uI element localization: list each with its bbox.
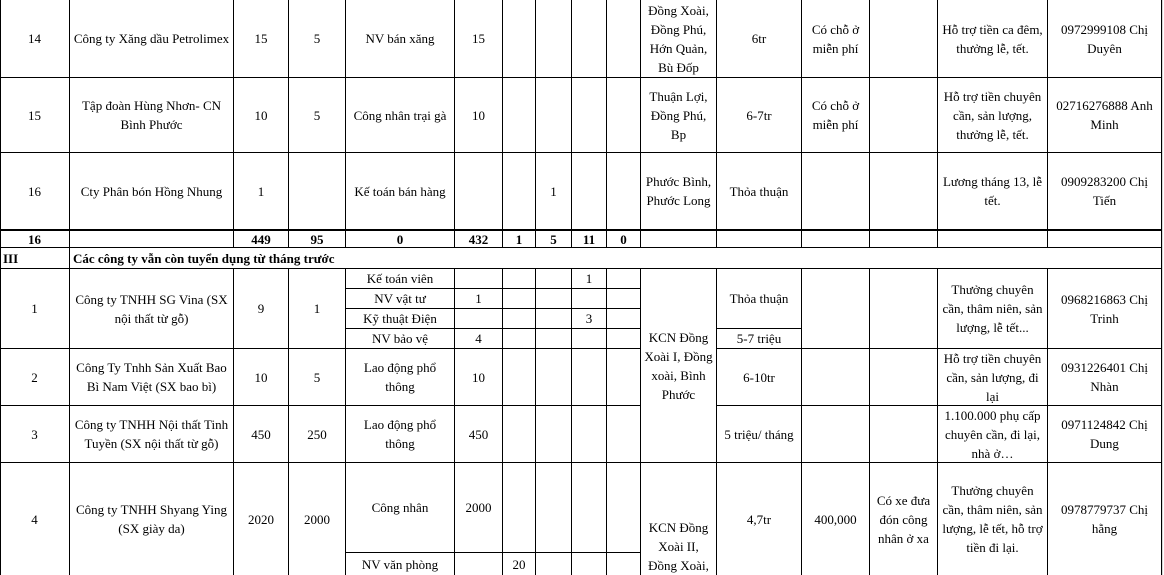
s1-col4-4 <box>607 329 641 349</box>
row15-contact: 02716276888 Anh Minh <box>1048 78 1162 153</box>
s3-col1 <box>503 406 536 463</box>
row15-col4 <box>607 78 641 153</box>
s1-qty-4: 4 <box>455 329 503 349</box>
s3-housing <box>802 406 870 463</box>
s2-qty: 10 <box>455 349 503 406</box>
s1-col2-1 <box>536 269 572 289</box>
s4-col2-2 <box>536 553 572 575</box>
row15-total: 10 <box>234 78 289 153</box>
s1-col3-3: 3 <box>572 309 607 329</box>
row16-contact: 0909283200 Chị Tiến <box>1048 153 1162 230</box>
s1-salary: Thỏa thuận <box>717 269 802 329</box>
s2-col1 <box>503 349 536 406</box>
s1-contact: 0968216863 Chị Trinh <box>1048 269 1162 349</box>
row14-housing: Có chỗ ở miễn phí <box>802 0 870 78</box>
s1-benefit: Thưởng chuyên cần, thâm niên, sản lượng, lễ tết... <box>938 269 1048 349</box>
row15-col3 <box>572 78 607 153</box>
s4-col3-2 <box>572 553 607 575</box>
s1-stt: 1 <box>0 269 70 349</box>
totals-col4: 0 <box>607 230 641 248</box>
row14-transport <box>870 0 938 78</box>
totals-location <box>641 230 717 248</box>
totals-col3: 11 <box>572 230 607 248</box>
s1-col3-1: 1 <box>572 269 607 289</box>
row15-col2 <box>536 78 572 153</box>
s1-col1-4 <box>503 329 536 349</box>
row15-housing: Có chỗ ở miễn phí <box>802 78 870 153</box>
row15-benefit: Hỗ trợ tiền chuyên cần, sản lượng, thưởng lễ, tết. <box>938 78 1048 153</box>
s1-position-3: Kỹ thuật Điện <box>346 309 455 329</box>
totals-total: 449 <box>234 230 289 248</box>
s4-position-2: NV văn phòng <box>346 553 455 575</box>
s3-qty: 450 <box>455 406 503 463</box>
s2-stt: 2 <box>0 349 70 406</box>
s4-location: KCN Đồng Xoài II, Đồng Xoài, <box>641 463 717 575</box>
row16-company: Cty Phân bón Hồng Nhung <box>70 153 234 230</box>
row14-position: NV bán xăng <box>346 0 455 78</box>
section-blank-1 <box>641 248 717 269</box>
row16-female <box>289 153 346 230</box>
s3-col3 <box>572 406 607 463</box>
s1-col1-1 <box>503 269 536 289</box>
s4-qty-2 <box>455 553 503 575</box>
row14-col4 <box>607 0 641 78</box>
row16-housing <box>802 153 870 230</box>
row16-stt: 16 <box>0 153 70 230</box>
s1-qty-3 <box>455 309 503 329</box>
row15-qty: 10 <box>455 78 503 153</box>
s1-position-2: NV vật tư <box>346 289 455 309</box>
s2-company: Công Ty Tnhh Sản Xuất Bao Bì Nam Việt (SX bao bì) <box>70 349 234 406</box>
totals-salary <box>717 230 802 248</box>
totals-female: 95 <box>289 230 346 248</box>
row14-col1 <box>503 0 536 78</box>
row15-female: 5 <box>289 78 346 153</box>
s4-company: Công ty TNHH Shyang Ying (SX giày da) <box>70 463 234 575</box>
s1-position-1: Kế toán viên <box>346 269 455 289</box>
totals-housing <box>802 230 870 248</box>
totals-label <box>70 230 234 248</box>
s4-transport: Có xe đưa đón công nhân ở xa <box>870 463 938 575</box>
s1-transport <box>870 269 938 349</box>
s4-col1-1 <box>503 463 536 553</box>
row15-stt: 15 <box>0 78 70 153</box>
totals-col2: 5 <box>536 230 572 248</box>
row15-company: Tập đoàn Hùng Nhơn- CN Bình Phước <box>70 78 234 153</box>
row16-col4 <box>607 153 641 230</box>
row14-benefit: Hỗ trợ tiền ca đêm, thưởng lễ, tết. <box>938 0 1048 78</box>
s4-housing: 400,000 <box>802 463 870 575</box>
section-roman: III <box>0 248 70 269</box>
row16-col1 <box>503 153 536 230</box>
s1-female: 1 <box>289 269 346 349</box>
s2-col3 <box>572 349 607 406</box>
s1-housing <box>802 269 870 349</box>
s1-salary-2: 5-7 triệu <box>717 329 802 349</box>
s1-qty-1 <box>455 269 503 289</box>
totals-count: 16 <box>0 230 70 248</box>
row14-female: 5 <box>289 0 346 78</box>
s4-qty-1: 2000 <box>455 463 503 553</box>
totals-qty: 432 <box>455 230 503 248</box>
row14-location: Đồng Xoài, Đồng Phú, Hớn Quản, Bù Đốp <box>641 0 717 78</box>
s1-col4-2 <box>607 289 641 309</box>
row15-col1 <box>503 78 536 153</box>
s1-col3-2 <box>572 289 607 309</box>
row14-col2 <box>536 0 572 78</box>
s3-contact: 0971124842 Chị Dung <box>1048 406 1162 463</box>
row14-stt: 14 <box>0 0 70 78</box>
s4-col3-1 <box>572 463 607 553</box>
row16-salary: Thỏa thuận <box>717 153 802 230</box>
s1-col3-4 <box>572 329 607 349</box>
s2-transport <box>870 349 938 406</box>
s3-salary: 5 triệu/ tháng <box>717 406 802 463</box>
row16-position: Kế toán bán hàng <box>346 153 455 230</box>
section-blank-2 <box>717 248 1162 269</box>
totals-contact <box>1048 230 1162 248</box>
s1-position-4: NV bảo vệ <box>346 329 455 349</box>
totals-col1: 1 <box>503 230 536 248</box>
row14-col3 <box>572 0 607 78</box>
section-title: Các công ty vẫn còn tuyển dụng từ tháng trước <box>70 248 641 269</box>
s2-position: Lao động phổ thông <box>346 349 455 406</box>
s3-company: Công ty TNHH Nội thất Tinh Tuyền (SX nội thất từ gỗ) <box>70 406 234 463</box>
s2-col4 <box>607 349 641 406</box>
s2-benefit: Hỗ trợ tiền chuyên cần, sản lượng, đi lại <box>938 349 1048 406</box>
s2-salary: 6-10tr <box>717 349 802 406</box>
row16-total: 1 <box>234 153 289 230</box>
row14-salary: 6tr <box>717 0 802 78</box>
s4-col1-2: 20 <box>503 553 536 575</box>
s2-total: 10 <box>234 349 289 406</box>
row16-transport <box>870 153 938 230</box>
s1-col1-2 <box>503 289 536 309</box>
row14-contact: 0972999108 Chị Duyên <box>1048 0 1162 78</box>
row15-position: Công nhân trại gà <box>346 78 455 153</box>
totals-position: 0 <box>346 230 455 248</box>
s3-total: 450 <box>234 406 289 463</box>
s4-position-1: Công nhân <box>346 463 455 553</box>
row15-transport <box>870 78 938 153</box>
s4-benefit: Thưởng chuyên cần, thâm niên, sản lượng, lễ tết, hỗ trợ tiền đi lại. <box>938 463 1048 575</box>
row16-col3 <box>572 153 607 230</box>
row16-qty <box>455 153 503 230</box>
s3-stt: 3 <box>0 406 70 463</box>
row16-location: Phước Bình, Phước Long <box>641 153 717 230</box>
s3-col4 <box>607 406 641 463</box>
s4-col4-2 <box>607 553 641 575</box>
row16-col2: 1 <box>536 153 572 230</box>
row14-company: Công ty Xăng dầu Petrolimex <box>70 0 234 78</box>
s1-col2-4 <box>536 329 572 349</box>
s2-contact: 0931226401 Chị Nhàn <box>1048 349 1162 406</box>
row15-location: Thuận Lợi, Đồng Phú, Bp <box>641 78 717 153</box>
s3-female: 250 <box>289 406 346 463</box>
s4-salary: 4,7tr <box>717 463 802 575</box>
row15-salary: 6-7tr <box>717 78 802 153</box>
s2-col2 <box>536 349 572 406</box>
s1-col2-3 <box>536 309 572 329</box>
s1-col2-2 <box>536 289 572 309</box>
s4-col4-1 <box>607 463 641 553</box>
row14-total: 15 <box>234 0 289 78</box>
totals-transport <box>870 230 938 248</box>
s1-col1-3 <box>503 309 536 329</box>
s1-total: 9 <box>234 269 289 349</box>
s1-company: Công ty TNHH SG Vina (SX nội thất từ gỗ) <box>70 269 234 349</box>
s4-total: 2020 <box>234 463 289 575</box>
s3-col2 <box>536 406 572 463</box>
s1-s3-location: KCN Đồng Xoài I, Đồng xoài, Bình Phước <box>641 269 717 463</box>
row16-benefit: Lương tháng 13, lễ tết. <box>938 153 1048 230</box>
s3-position: Lao động phổ thông <box>346 406 455 463</box>
s3-benefit: 1.100.000 phụ cấp chuyên cần, đi lại, nhà ở… <box>938 406 1048 463</box>
s1-col4-1 <box>607 269 641 289</box>
s1-col4-3 <box>607 309 641 329</box>
totals-benefit <box>938 230 1048 248</box>
row14-qty: 15 <box>455 0 503 78</box>
s1-qty-2: 1 <box>455 289 503 309</box>
s3-transport <box>870 406 938 463</box>
s2-female: 5 <box>289 349 346 406</box>
s4-contact: 0978779737 Chị hằng <box>1048 463 1162 575</box>
s4-stt: 4 <box>0 463 70 575</box>
s4-female: 2000 <box>289 463 346 575</box>
s4-col2-1 <box>536 463 572 553</box>
s2-housing <box>802 349 870 406</box>
